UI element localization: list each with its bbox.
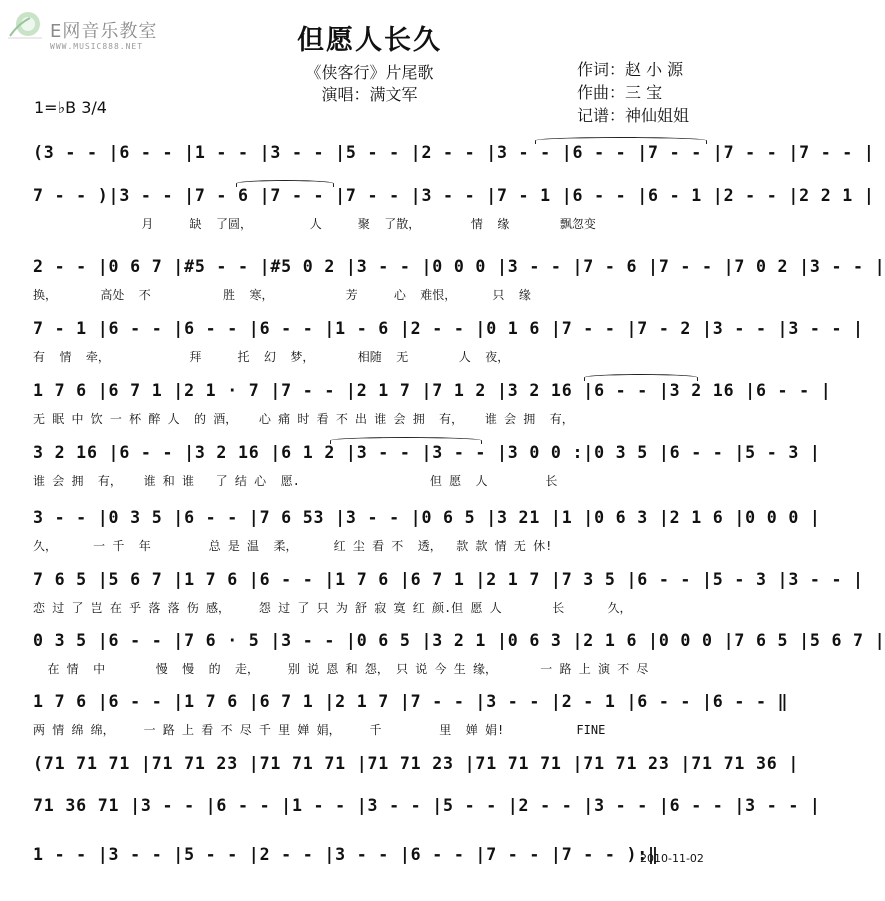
transcriber-credit: 记谱：神仙姐姐: [577, 106, 690, 125]
tie-arc: [584, 374, 698, 381]
notation-line: 1 7 6 |6 - - |1 7 6 |6 7 1 |2 1 7 |7 - - |3 - - |2 - 1 |6 - - |6 - - ‖: [33, 692, 789, 711]
score-row: [0, 570, 864, 626]
score-row: [0, 319, 864, 375]
song-title: 但愿人长久: [297, 25, 442, 56]
notation-line: 71 36 71 |3 - - |6 - - |1 - - |3 - - |5 - - |2 - - |3 - - |6 - - |3 - - |: [33, 796, 821, 815]
score-row: [0, 381, 832, 437]
singer-credit: 演唱：满文军: [321, 85, 418, 104]
lyric-line: 换， 高处 不 胜 寒， 芳 心 难恨， 只 缘: [33, 288, 531, 302]
lyric-line: 恋 过 了 岂 在 乎 落 落 伤 感， 怨 过 了 只 为 舒 寂 寞 红 颜.但 愿 人 长 久，: [33, 601, 632, 615]
score-row: [0, 186, 875, 242]
composer-credit: 作曲：三 宝: [577, 83, 663, 102]
score-row: [0, 692, 789, 748]
tie-arc: [236, 180, 334, 187]
notation-line: (3 - - |6 - - |1 - - |3 - - |5 - - |2 - - |3 - - |6 - - |7 - - |7 - - |7 - - |: [33, 143, 875, 162]
lyric-line: 无 眠 中 饮 一 杯 醉 人 的 酒， 心 痛 时 看 不 出 谁 会 拥 有， 谁 会 拥 有，: [33, 412, 574, 426]
score-row: [0, 796, 821, 852]
notation-line: 2 - - |0 6 7 |#5 - - |#5 0 2 |3 - - |0 0 0 |3 - - |7 - 6 |7 - - |7 0 2 |3 - - |: [33, 257, 885, 276]
score-row: [0, 631, 885, 687]
lyric-line: 有 情 牵， 拜 托 幻 梦， 相随 无 人 夜，: [33, 350, 510, 364]
lyric-line: 两 情 绵 绵， 一 路 上 看 不 尽 千 里 婵 娟， 千 里 婵 娟! FINE: [33, 723, 606, 737]
tie-arc: [330, 437, 482, 444]
notation-line: 7 - - )|3 - - |7 - 6 |7 - - |7 - - |3 - - |7 - 1 |6 - - |6 - 1 |2 - - |2 2 1 |: [33, 186, 875, 205]
key-signature: 1=♭B 3/4: [34, 98, 107, 117]
notation-line: 7 - 1 |6 - - |6 - - |6 - - |1 - 6 |2 - - |0 1 6 |7 - - |7 - 2 |3 - - |3 - - |: [33, 319, 864, 338]
tie-arc: [535, 137, 707, 144]
date-stamp: 2010-11-02: [640, 852, 704, 865]
notation-line: 7 6 5 |5 6 7 |1 7 6 |6 - - |1 7 6 |6 7 1 |2 1 7 |7 3 5 |6 - - |5 - 3 |3 - - |: [33, 570, 864, 589]
notation-line: 0 3 5 |6 - - |7 6 · 5 |3 - - |0 6 5 |3 2 1 |0 6 3 |2 1 6 |0 0 0 |7 6 5 |5 6 7 |: [33, 631, 885, 650]
score-row: [0, 845, 739, 901]
notation-line: 3 2 16 |6 - - |3 2 16 |6 1 2 |3 - - |3 - - |3 0 0 :|0 3 5 |6 - - |5 - 3 |: [33, 443, 821, 462]
site-url: WWW.MUSIC888.NET: [50, 42, 144, 51]
score-row: [0, 508, 821, 564]
notation-line: 1 7 6 |6 7 1 |2 1 · 7 |7 - - |2 1 7 |7 1 2 |3 2 16 |6 - - |3 2 16 |6 - - |: [33, 381, 832, 400]
notation-line: (71 71 71 |71 71 23 |71 71 71 |71 71 23 |71 71 71 |71 71 23 |71 71 36 |: [33, 754, 800, 773]
site-name: E网音乐教室: [50, 21, 158, 42]
score-row: [0, 443, 821, 499]
lyric-line: 久， 一 千 年 总 是 温 柔， 红 尘 看 不 透， 款 款 情 无 休!: [33, 539, 553, 553]
song-subtitle: 《侠客行》片尾歌: [305, 63, 434, 82]
lyric-line: 月 缺 了圆， 人 聚 了散， 情 缘 飘忽变: [33, 217, 596, 231]
notation-line: 3 - - |0 3 5 |6 - - |7 6 53 |3 - - |0 6 5 |3 21 |1 |0 6 3 |2 1 6 |0 0 0 |: [33, 508, 821, 527]
notation-line: 1 - - |3 - - |5 - - |2 - - |3 - - |6 - - |7 - - |7 - - ):‖: [33, 845, 659, 864]
lyric-line: 在 情 中 慢 慢 的 走， 别 说 恩 和 怨， 只 说 今 生 缘， 一 路 上 演 不 尽: [33, 662, 649, 676]
score-row: [0, 257, 885, 313]
lyricist-credit: 作词：赵 小 源: [577, 60, 684, 79]
lyric-line: 谁 会 拥 有， 谁 和 谁 了 结 心 愿. 但 愿 人 长: [33, 474, 558, 488]
